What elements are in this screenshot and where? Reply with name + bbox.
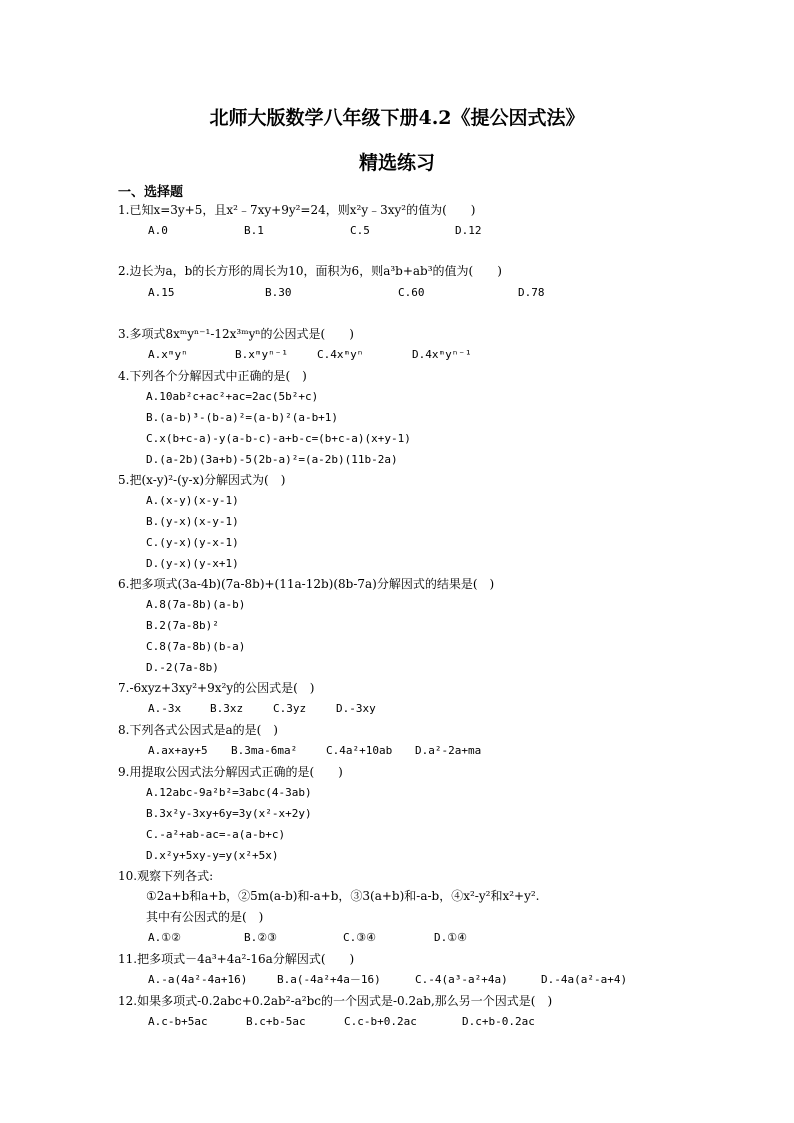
question-5-option-d: D.(y-x)(y-x+1): [146, 557, 239, 570]
question-7-option-d: D.-3xy: [336, 702, 376, 715]
question-7-option-c: C.3yz: [273, 702, 307, 715]
question-10-ask: 其中有公因式的是( ): [146, 910, 264, 924]
question-9-option-d: D.x²y+5xy-y=y(x²+5x): [146, 849, 279, 862]
question-3-stem: 3.多项式8xᵐyⁿ⁻¹-12x³ᵐyⁿ的公因式是( ): [118, 327, 354, 341]
question-4-option-d: D.(a-2b)(3a+b)-5(2b-a)²=(a-2b)(11b-2a): [146, 453, 398, 466]
question-1-stem: 1.已知x=3y+5，且x²﹣7xy+9y²=24，则x²y﹣3xy²的值为( ): [118, 203, 476, 217]
question-5-option-c: C.(y-x)(y-x-1): [146, 536, 239, 549]
question-7-stem: 7.-6xyz+3xy²+9x²y的公因式是( ): [118, 681, 315, 695]
question-8-option-a: A.ax+ay+5: [148, 744, 208, 757]
question-10-option-a: A.①②: [148, 931, 181, 944]
question-1-option-a: A.0: [148, 224, 168, 237]
question-8-option-b: B.3ma-6ma²: [231, 744, 298, 757]
question-10-stem: 10.观察下列各式:: [118, 869, 214, 883]
question-6-option-d: D.-2(7a-8b): [146, 661, 219, 674]
document-title: 北师大版数学八年级下册4.2《提公因式法》: [209, 107, 585, 129]
question-11-stem: 11.把多项式－4a³+4a²-16a分解因式( ): [118, 952, 355, 966]
question-7-option-b: B.3xz: [210, 702, 244, 715]
question-3-option-b: B.xᵐyⁿ⁻¹: [235, 348, 288, 361]
question-12-option-d: D.c+b-0.2ac: [462, 1015, 535, 1028]
question-4-option-b: B.(a-b)³-(b-a)²=(a-b)²(a-b+1): [146, 411, 339, 424]
question-9-option-a: A.12abc-9a²b²=3abc(4-3ab): [146, 786, 312, 799]
question-9-stem: 9.用提取公因式法分解因式正确的是( ): [118, 765, 343, 779]
question-4-stem: 4.下列各个分解因式中正确的是( ): [118, 369, 307, 383]
section-heading: 一、选择题: [118, 185, 184, 200]
question-1-option-d: D.12: [455, 224, 482, 237]
question-9-option-b: B.3x²y-3xy+6y=3y(x²-x+2y): [146, 807, 312, 820]
question-5-stem: 5.把(x-y)²-(y-x)分解因式为( ): [118, 473, 286, 487]
question-2-option-a: A.15: [148, 286, 175, 299]
question-5-option-a: A.(x-y)(x-y-1): [146, 494, 239, 507]
question-12-option-b: B.c+b-5ac: [246, 1015, 306, 1028]
question-4-option-a: A.10ab²c+ac²+ac=2ac(5b²+c): [146, 390, 319, 403]
question-6-option-a: A.8(7a-8b)(a-b): [146, 598, 246, 611]
question-2-stem: 2.边长为a，b的长方形的周长为10，面积为6，则a³b+ab³的值为( ): [118, 264, 502, 278]
question-10-option-d: D.①④: [434, 931, 467, 944]
question-8-stem: 8.下列各式公因式是a的是( ): [118, 723, 278, 737]
question-3-option-c: C.4xᵐyⁿ: [317, 348, 364, 361]
question-9-option-c: C.-a²+ab-ac=-a(a-b+c): [146, 828, 286, 841]
question-6-option-c: C.8(7a-8b)(b-a): [146, 640, 246, 653]
question-8-option-c: C.4a²+10ab: [326, 744, 393, 757]
document-subtitle: 精选练习: [358, 152, 435, 174]
question-2-option-d: D.78: [518, 286, 545, 299]
question-10-option-b: B.②③: [244, 931, 277, 944]
question-4-option-c: C.x(b+c-a)-y(a-b-c)-a+b-c=(b+c-a)(x+y-1): [146, 432, 411, 445]
question-2-option-c: C.60: [398, 286, 425, 299]
question-11-option-d: D.-4a(a²-a+4): [541, 973, 628, 986]
question-8-option-d: D.a²-2a+ma: [415, 744, 482, 757]
question-3-option-a: A.xᵐyⁿ: [148, 348, 188, 361]
question-11-option-c: C.-4(a³-a²+4a): [415, 973, 508, 986]
question-3-option-d: D.4xᵐyⁿ⁻¹: [412, 348, 472, 361]
question-6-stem: 6.把多项式(3a-4b)(7a-8b)+(11a-12b)(8b-7a)分解因式的结果是( ): [118, 577, 495, 591]
question-12-option-c: C.c-b+0.2ac: [344, 1015, 417, 1028]
question-12-option-a: A.c-b+5ac: [148, 1015, 208, 1028]
question-6-option-b: B.2(7a-8b)²: [146, 619, 219, 632]
question-10-option-c: C.③④: [343, 931, 376, 944]
question-10-items: ①2a+b和a+b，②5m(a-b)和-a+b，③3(a+b)和-a-b，④x²-y²和x²+y².: [146, 889, 540, 903]
question-5-option-b: B.(y-x)(x-y-1): [146, 515, 239, 528]
question-1-option-c: C.5: [350, 224, 370, 237]
question-11-option-a: A.-a(4a²-4a+16): [148, 973, 248, 986]
question-2-option-b: B.30: [265, 286, 292, 299]
question-7-option-a: A.-3x: [148, 702, 182, 715]
question-1-option-b: B.1: [244, 224, 264, 237]
question-11-option-b: B.a(-4a²+4a－16): [277, 973, 381, 986]
question-12-stem: 12.如果多项式-0.2abc+0.2ab²-a²bc的一个因式是-0.2ab,那么另一个因式是( ): [118, 994, 553, 1008]
